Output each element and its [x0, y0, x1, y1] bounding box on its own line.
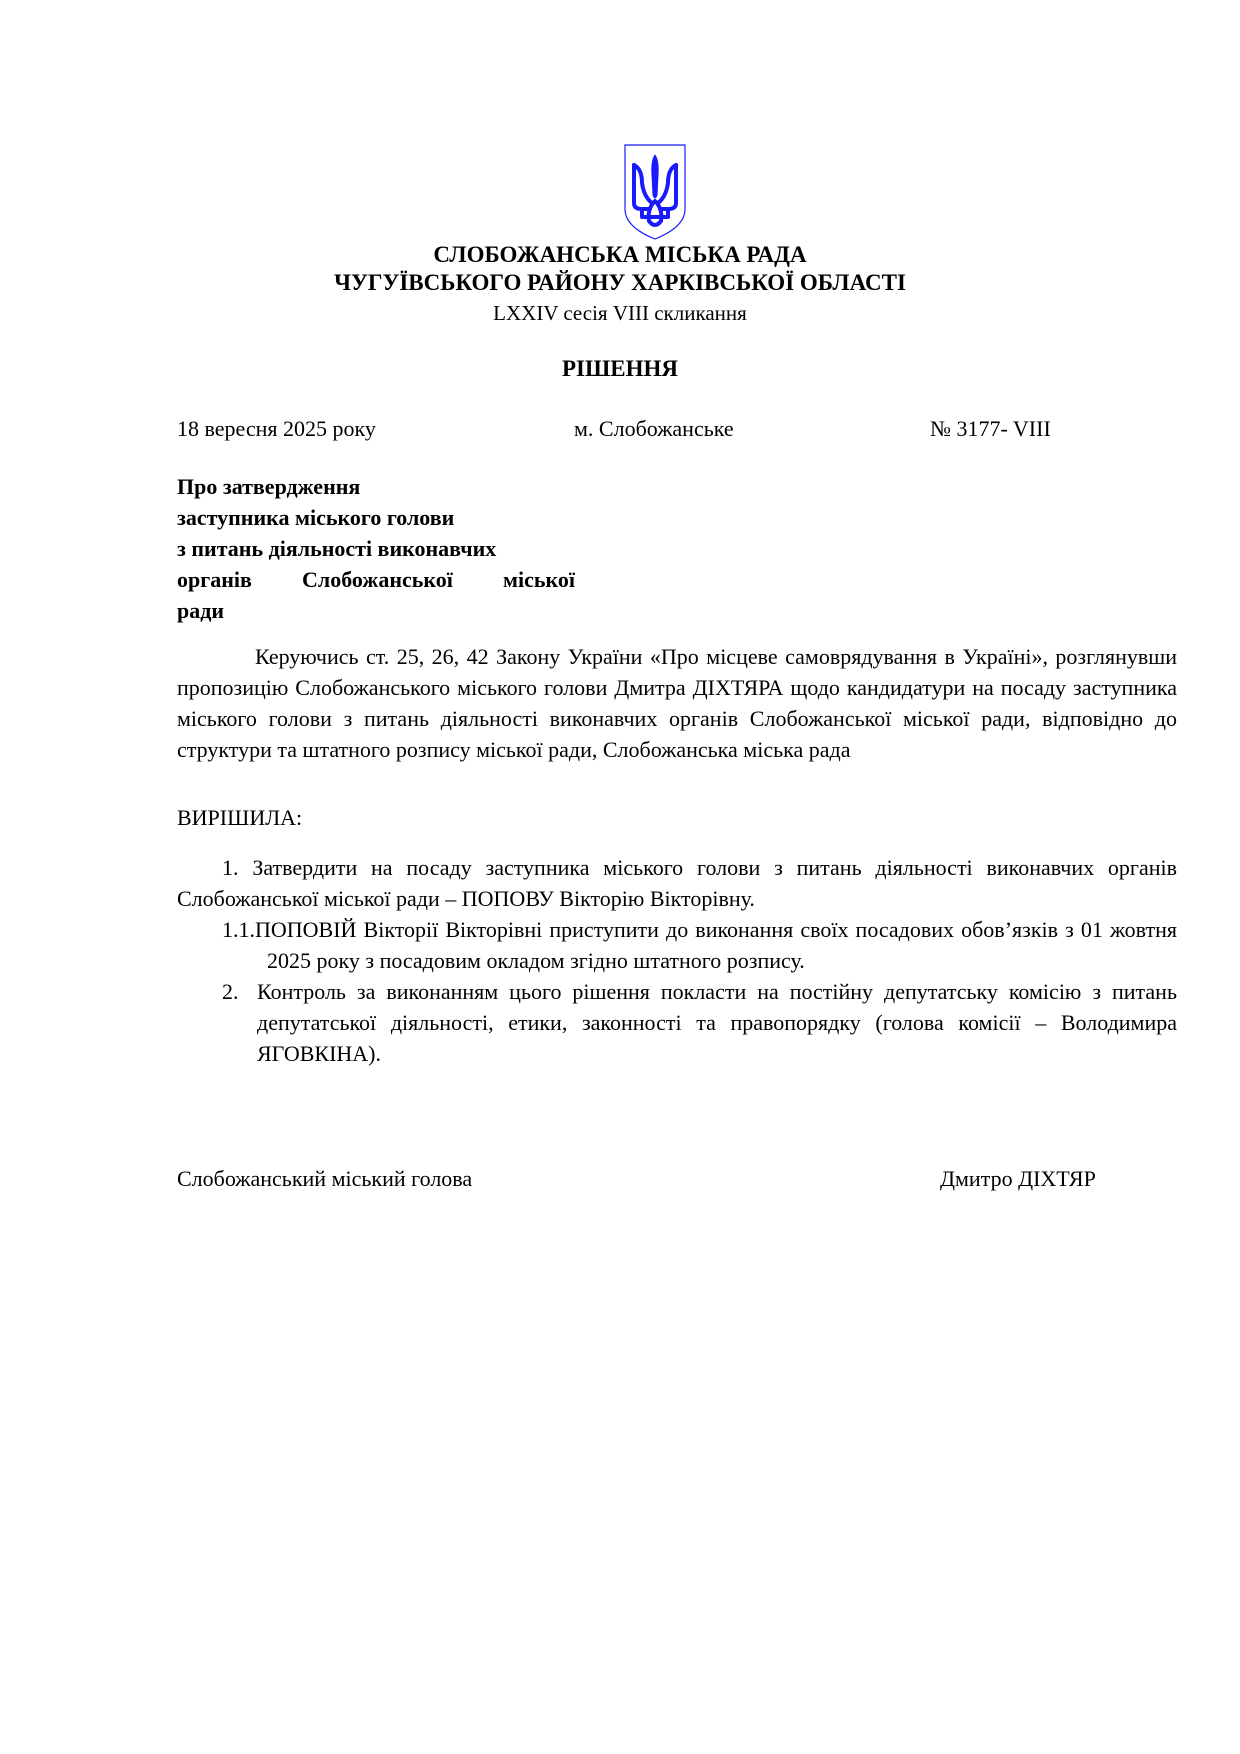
item-number: 2. [222, 979, 239, 1004]
subject-line: Про затвердження [177, 474, 361, 499]
resolution-item-1 [177, 852, 1177, 914]
subject-line: заступника міського голови [177, 505, 455, 530]
subject-word: органів [177, 567, 252, 592]
subject-word: Слобожанської [301, 567, 453, 592]
item-number: 1.1. [222, 917, 255, 942]
subject-word: міської [502, 567, 575, 592]
item-text: Затвердити на посаду заступника міського голови з питань діяльності виконавчих органів Слобожанської міської ради – ПОПОВУ Вікторію Вікторівну. [177, 855, 1177, 911]
document-type-title: РІШЕННЯ [562, 356, 678, 381]
resolved-heading: ВИРІШИЛА: [177, 805, 303, 830]
decision-subject [177, 471, 575, 626]
decision-number: № 3177- VIII [930, 416, 1051, 441]
signatory-position: Слобожанський міський голова [177, 1166, 473, 1191]
preamble-paragraph: Керуючись ст. 25, 26, 42 Закону України «Про місцеве самоврядування в Україні», розглянувши пропозицію Слобожанського міського голови Дмитра ДІХТЯРА щодо кандидатури на посаду заступника міського голови з питань діяльності виконавчих органів Слобожанської міської ради, відповідно до структури та штатного розпису міської ради, Слобожанська міська рада [177, 644, 1177, 762]
council-name: СЛОБОЖАНСЬКА МІСЬКА РАДА [433, 242, 807, 267]
session-info: LXXIV сесія VIII скликання [493, 301, 747, 325]
item-number: 1. [222, 855, 239, 880]
district-name: ЧУГУЇВСЬКОГО РАЙОНУ ХАРКІВСЬКОЇ ОБЛАСТІ [334, 270, 906, 295]
coat-of-arms-tryzub-icon [622, 143, 688, 241]
resolution-item-1-1 [222, 914, 1177, 976]
signatory-name: Дмитро ДІХТЯР [940, 1166, 1096, 1191]
subject-line [177, 564, 575, 595]
subject-line: ради [177, 598, 225, 623]
item-text: Контроль за виконанням цього рішення покласти на постійну депутатську комісію з питань депутатської діяльності, етики, законності та правопорядку (голова комісії – Володимира ЯГОВКІНА). [257, 979, 1177, 1066]
resolution-item-2 [222, 976, 1177, 1069]
decision-place: м. Слобожанське [574, 416, 734, 441]
item-text: ПОПОВІЙ Вікторії Вікторівні приступити до виконання своїх посадових обов’язків з 01 жовтня 2025 року з посадовим окладом згідно штатного розпису. [255, 917, 1177, 973]
subject-line: з питань діяльності виконавчих [177, 536, 497, 561]
decision-date: 18 вересня 2025 року [177, 416, 376, 441]
